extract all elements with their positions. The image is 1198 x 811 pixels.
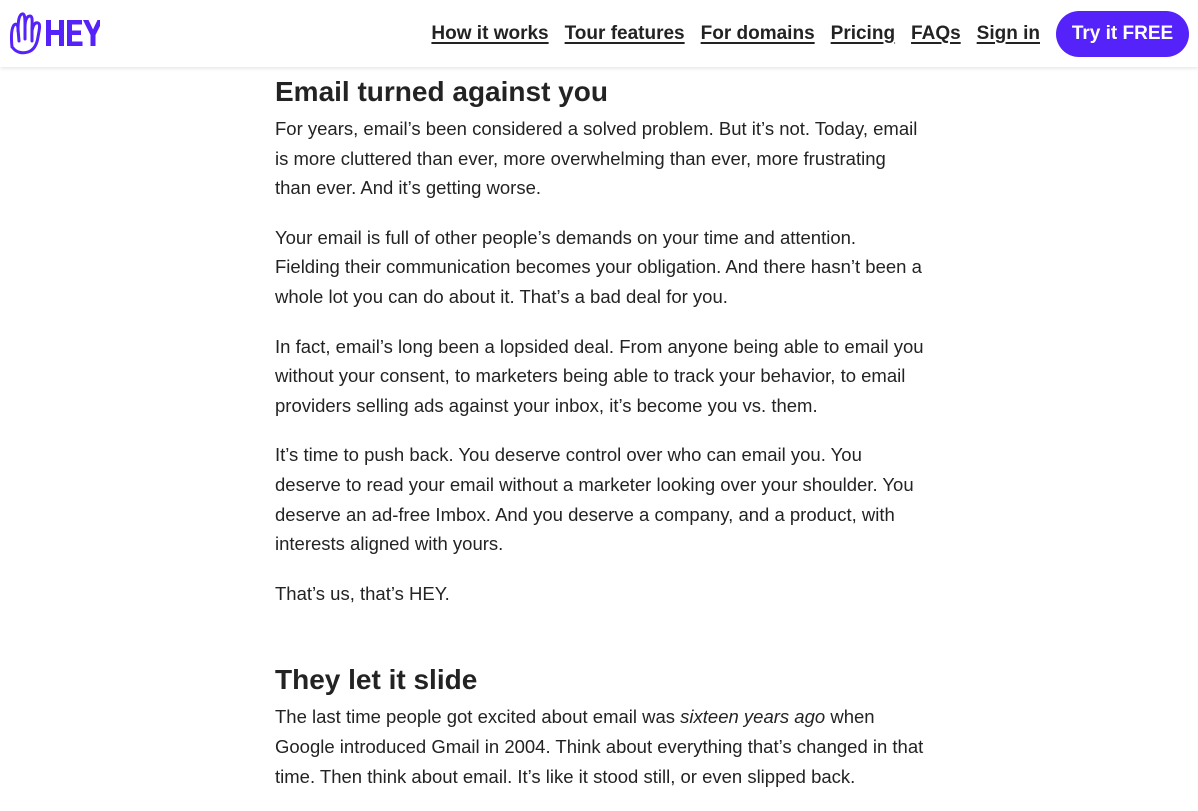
hey-logo[interactable] xyxy=(8,11,100,55)
nav-for-domains[interactable]: For domains xyxy=(700,22,815,44)
section-heading-they-let-it-slide: They let it slide xyxy=(275,664,478,696)
article-content xyxy=(275,72,925,811)
paragraph-text: The last time people got excited about email was xyxy=(275,706,681,728)
main-nav xyxy=(431,0,1040,67)
paragraph: Your email is full of other people’s demands on your time and attention. Fielding their communication becomes your obligation. And there hasn’t been a whole lot you can do about it. That’s a bad deal for you. xyxy=(275,226,922,307)
try-it-free-button[interactable]: Try it FREE xyxy=(1056,11,1189,57)
paragraph: It’s time to push back. You deserve control over who can email you. You deserve to read your email without a marketer looking over your shoulder. You deserve an ad-free Imbox. And you deserve a company, and a product, with interests aligned with yours. xyxy=(275,444,914,555)
paragraph: For years, email’s been considered a solved problem. But it’s not. Today, email is more cluttered than ever, more overwhelming than ever, more frustrating than ever. And it’s getting worse. xyxy=(275,118,918,199)
section-heading-email-turned-against-you: Email turned against you xyxy=(275,76,608,107)
emphasis-text: sixteen years ago xyxy=(680,706,826,728)
paragraph: That’s us, that’s HEY. xyxy=(275,582,450,604)
paragraph-text: when Google introduced Gmail in 2004. Think about everything that’s changed in that time. Then think about email. It’s like it stood still, or even slipped back. xyxy=(275,706,924,787)
nav-sign-in[interactable]: Sign in xyxy=(976,22,1040,44)
site-header xyxy=(0,0,1198,67)
nav-pricing[interactable]: Pricing xyxy=(830,22,896,44)
nav-how-it-works[interactable]: How it works xyxy=(431,22,549,44)
paragraph xyxy=(275,702,925,791)
hey-hand-logo-icon xyxy=(8,11,100,55)
nav-tour-features[interactable]: Tour features xyxy=(564,22,685,44)
paragraph: In fact, email’s long been a lopsided deal. From anyone being able to email you without your consent, to marketers being able to track your behavior, to email providers selling ads against your inbox, it’s become you vs. them. xyxy=(275,335,924,416)
nav-faqs[interactable]: FAQs xyxy=(911,22,961,44)
